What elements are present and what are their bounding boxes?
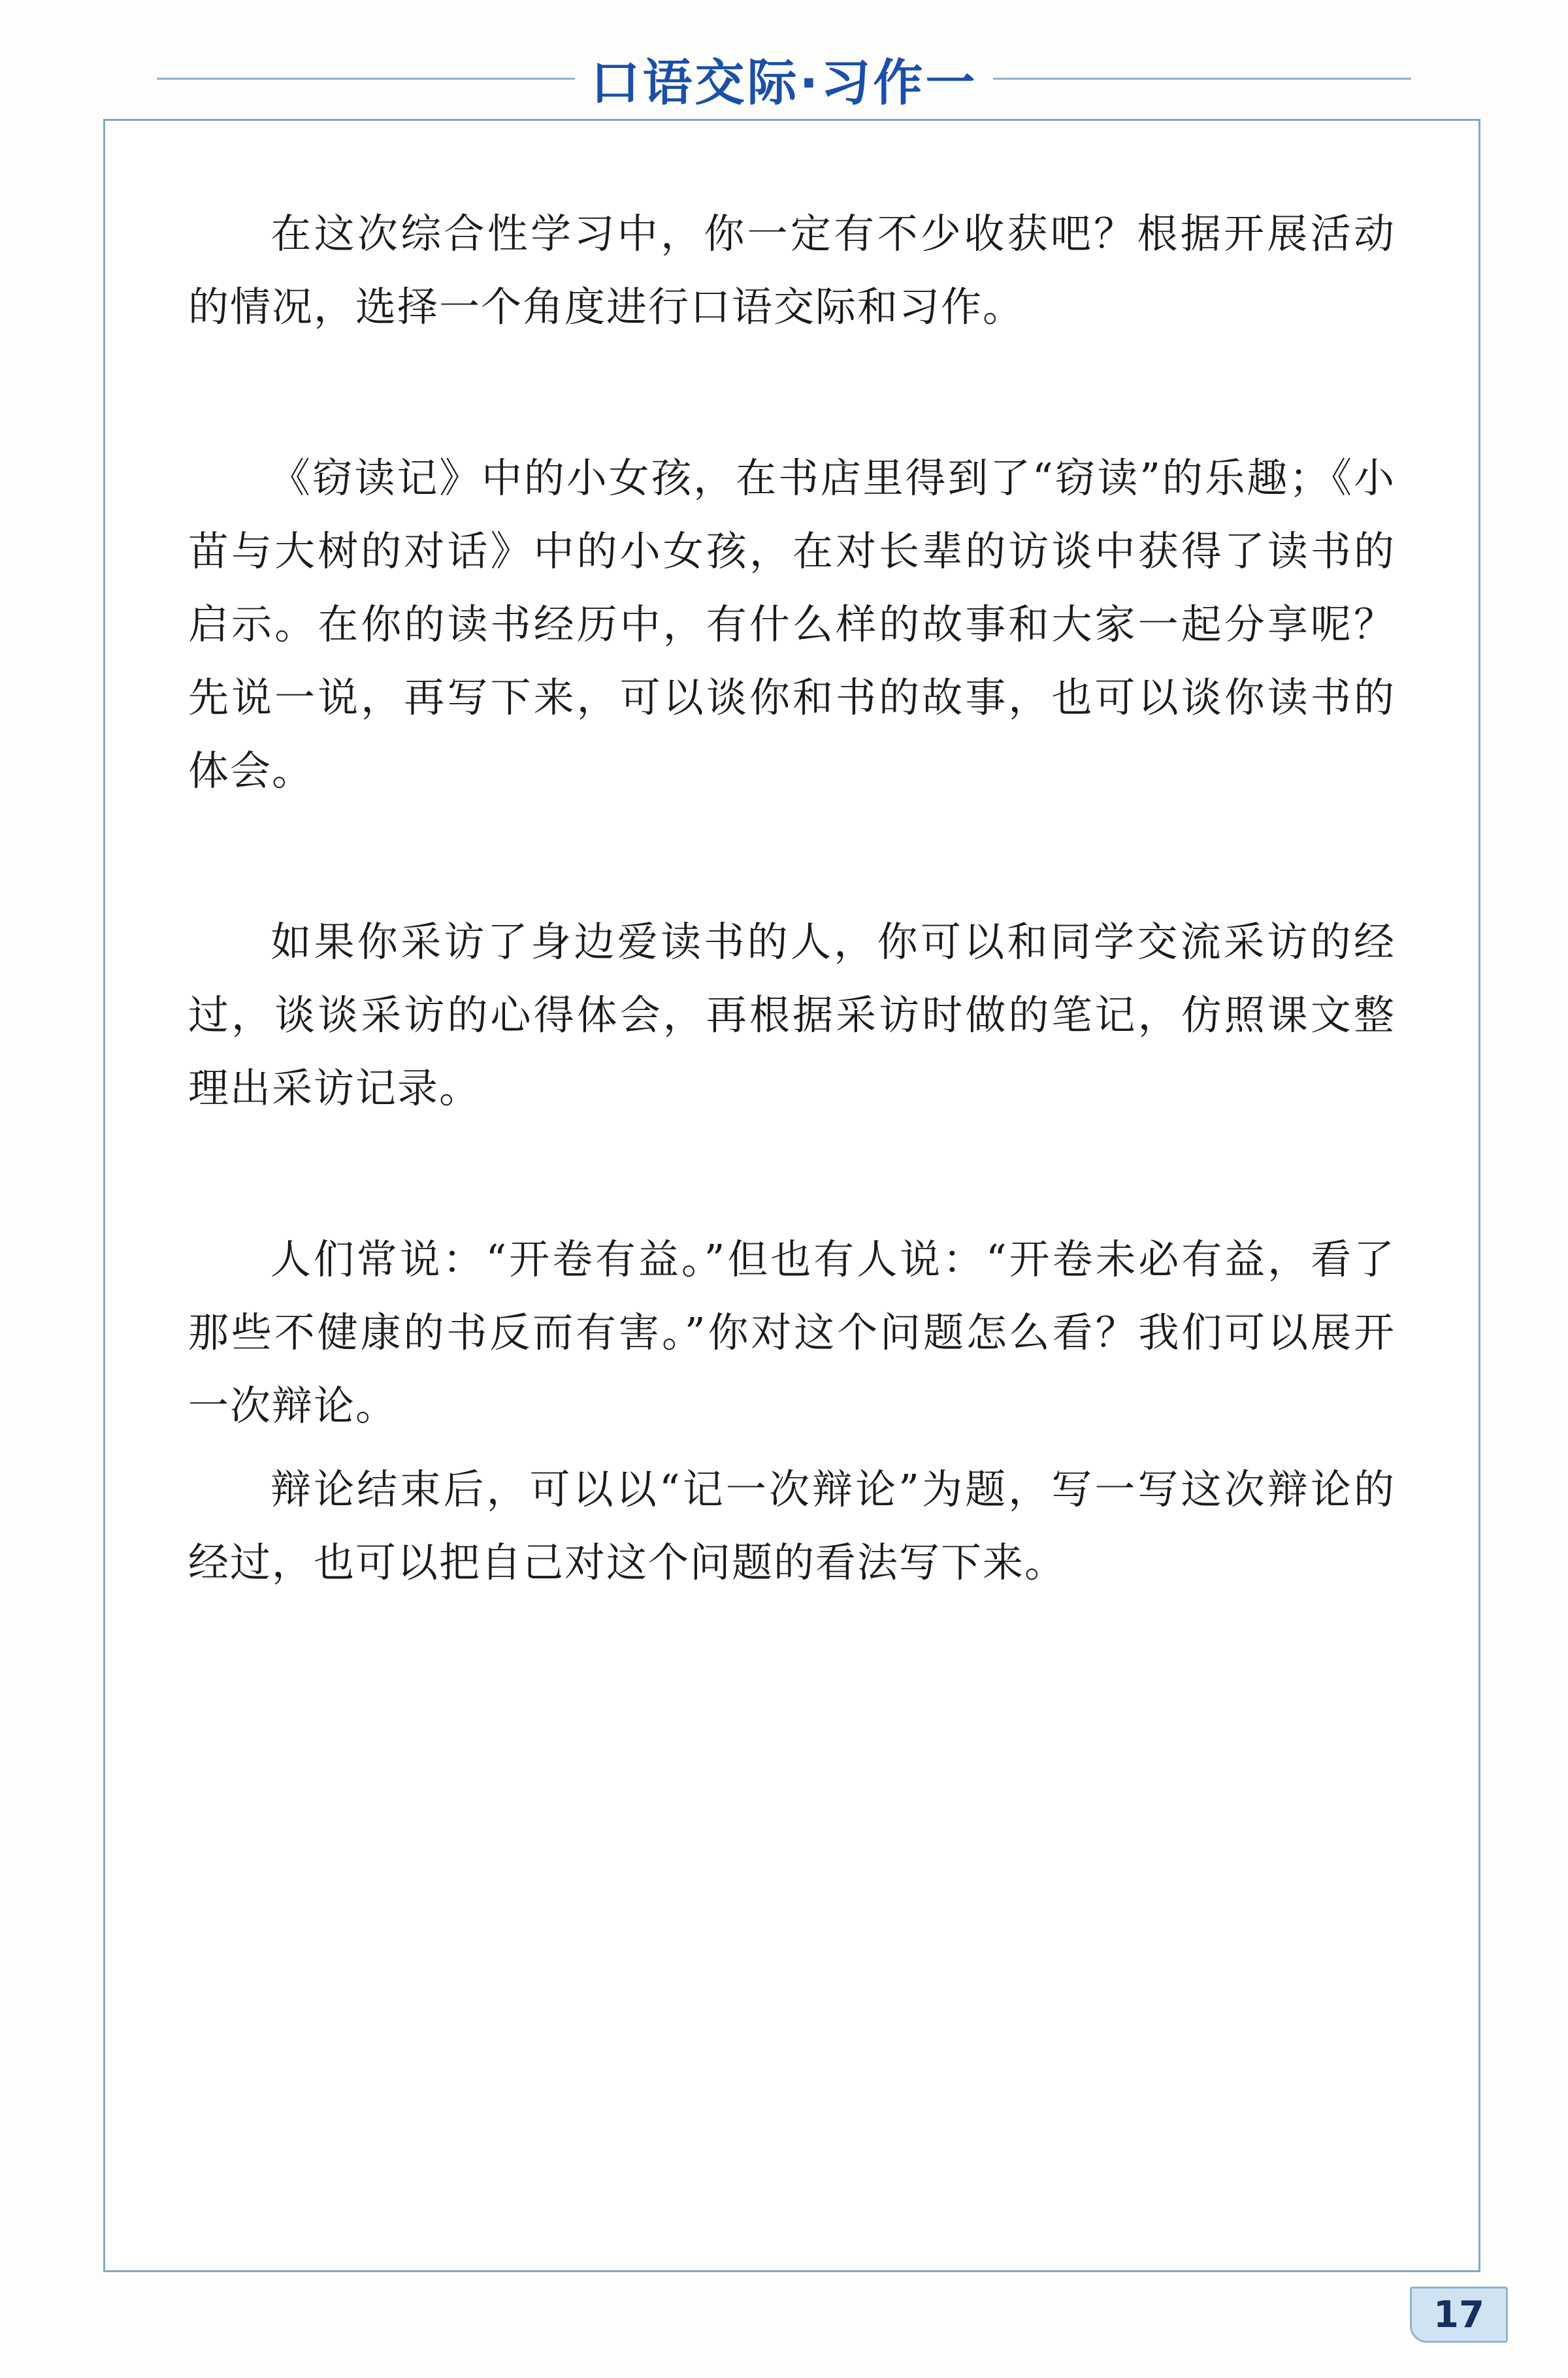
paragraph-intro	[188, 197, 1396, 344]
body-content	[103, 119, 1480, 2272]
paragraph-text: 《窃读记》中的小女孩，在书店里得到了“窃读”的乐趣；《小苗与大树的对话》中的小女孩，在对长辈的访谈中获得了读书的启示。在你的读书经历中，有什么样的故事和大家一起分享呢？先说一说，再写下来，可以谈你和书的故事，也可以谈你读书的体会。	[188, 454, 1396, 794]
page-title-row	[0, 39, 1568, 118]
title-rule-left	[157, 78, 575, 80]
paragraph-topic-1	[188, 442, 1396, 807]
paragraph-spacer	[188, 1442, 1396, 1453]
paragraph-text: 辩论结束后，可以以“记一次辩论”为题，写一写这次辩论的经过，也可以把自己对这个问题的看法写下来。	[188, 1465, 1396, 1586]
paragraph-topic-2	[188, 905, 1396, 1125]
paragraph-spacer	[188, 1125, 1396, 1223]
paragraph-topic-3	[188, 1223, 1396, 1442]
paragraph-text: 如果你采访了身边爱读书的人，你可以和同学交流采访的经过，谈谈采访的心得体会，再根据采访时做的笔记，仿照课文整理出采访记录。	[188, 918, 1396, 1112]
title-rule-right	[993, 78, 1411, 80]
page-number: 17	[1433, 2293, 1484, 2336]
page-number-tab	[1410, 2287, 1508, 2343]
paragraph-text: 在这次综合性学习中，你一定有不少收获吧？根据开展活动的情况，选择一个角度进行口语交际和习作。	[188, 210, 1396, 331]
paragraph-text: 人们常说：“开卷有益。”但也有人说：“开卷未必有益，看了那些不健康的书反而有害。”你对这个问题怎么看？我们可以展开一次辩论。	[188, 1235, 1396, 1429]
paragraph-spacer	[188, 807, 1396, 905]
paragraph-topic-4	[188, 1453, 1396, 1599]
paragraph-spacer	[188, 344, 1396, 442]
page-title: 口语交际·习作一	[590, 53, 978, 112]
